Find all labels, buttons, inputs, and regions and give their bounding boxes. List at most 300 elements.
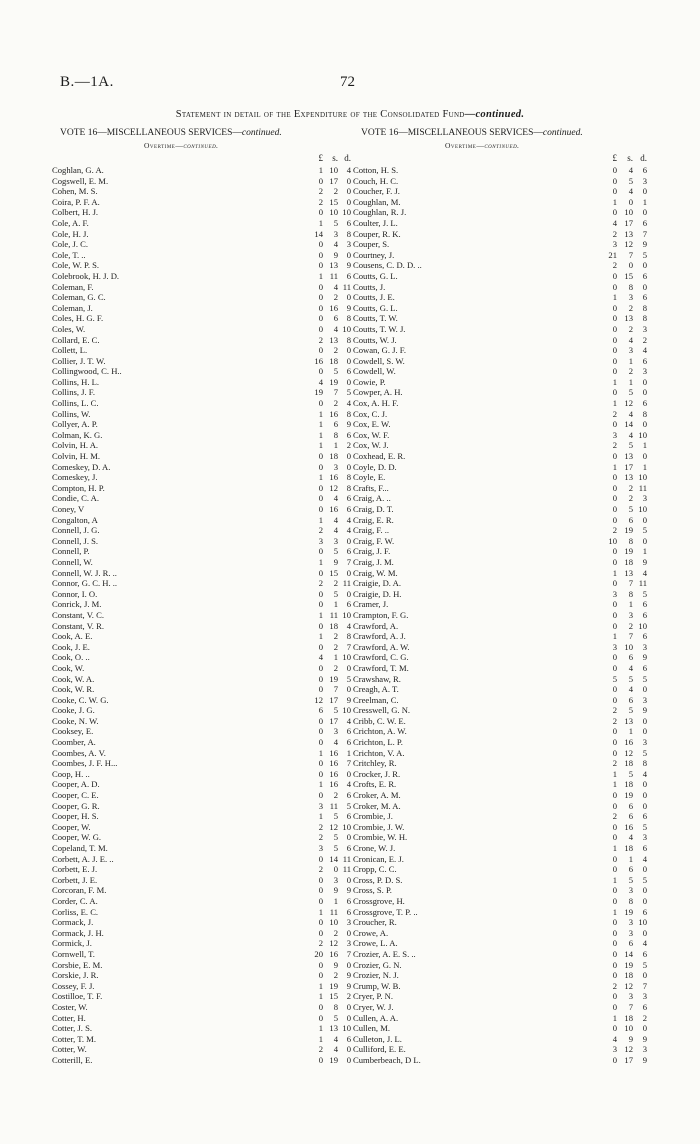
payee-name: Culleton, J. L.: [353, 1033, 402, 1044]
amount-pence: 10: [342, 609, 351, 620]
amount-shillings: 12: [624, 747, 633, 758]
amount-pence: 6: [346, 906, 351, 917]
amount-pounds: 2: [612, 758, 617, 769]
amount-pounds: 0: [612, 864, 617, 875]
amount-pence: 0: [642, 970, 647, 981]
amount-pence: 8: [642, 758, 647, 769]
amount-pounds: 0: [612, 652, 617, 663]
amount-pounds: 0: [318, 292, 323, 303]
payee-name: Crombie, J.: [353, 811, 393, 822]
payee-row: [353, 991, 653, 1002]
payee-row: [353, 811, 653, 822]
payee-name: Coulter, J. L.: [353, 217, 398, 228]
payee-name: Congalton, A: [52, 514, 98, 525]
amount-pence: 1: [642, 461, 647, 472]
payee-row: [52, 875, 352, 886]
amount-pounds: 0: [612, 451, 617, 462]
amount-pence: 8: [346, 313, 351, 324]
payee-name: Cooper, W.: [52, 821, 91, 832]
amount-pounds: 0: [612, 419, 617, 430]
amount-shillings: 4: [628, 429, 633, 440]
payee-row: [52, 398, 352, 409]
amount-shillings: 7: [628, 249, 633, 260]
payee-name: Coira, P. F. A.: [52, 196, 100, 207]
payee-name: Corbett, E. J.: [52, 864, 98, 875]
payee-row: [52, 631, 352, 642]
pounds-header: £: [318, 153, 323, 163]
amount-pounds: 1: [318, 429, 323, 440]
amount-pence: 6: [346, 1033, 351, 1044]
amount-pence: 0: [346, 1044, 351, 1055]
payee-row: [52, 642, 352, 653]
amount-pounds: 5: [612, 673, 617, 684]
amount-shillings: 17: [624, 1054, 633, 1065]
payee-row: [52, 854, 352, 865]
payee-name: Colman, K. G.: [52, 429, 103, 440]
amount-pence: 5: [346, 387, 351, 398]
amount-pounds: 0: [318, 758, 323, 769]
amount-pounds: 0: [612, 1054, 617, 1065]
payee-row: [52, 970, 352, 981]
payee-name: Collyer, A. P.: [52, 419, 98, 430]
amount-pounds: 1: [612, 292, 617, 303]
amount-pence: 11: [638, 482, 647, 493]
amount-pence: 3: [642, 641, 647, 652]
payee-name: Crowe, L. A.: [353, 938, 398, 949]
payee-name: Comeskey, D. A.: [52, 461, 111, 472]
amount-pence: 7: [346, 556, 351, 567]
payee-row: [52, 960, 352, 971]
payee-name: Couper, S.: [353, 239, 390, 250]
amount-pence: 9: [642, 556, 647, 567]
payee-name: Cook, W. A.: [52, 673, 95, 684]
amount-shillings: 7: [333, 684, 338, 695]
amount-pounds: 0: [612, 948, 617, 959]
payee-name: Coucher, F. J.: [353, 186, 400, 197]
payee-row: [353, 705, 653, 716]
amount-pence: 4: [346, 165, 351, 175]
amount-pounds: 0: [318, 546, 323, 557]
amount-shillings: 2: [628, 620, 633, 631]
amount-pounds: 2: [318, 196, 323, 207]
payee-row: [353, 578, 653, 589]
overtime-subheading: [144, 141, 352, 153]
amount-shillings: 16: [624, 737, 633, 748]
payee-name: Crampton, F. G.: [353, 609, 409, 620]
amount-shillings: 18: [624, 779, 633, 790]
amount-pounds: 0: [612, 853, 617, 864]
payee-row: [52, 356, 352, 367]
payee-row: [52, 472, 352, 483]
payee-name: Crocker, J. R.: [353, 768, 401, 779]
amount-shillings: 17: [329, 175, 338, 186]
amount-shillings: 9: [333, 249, 338, 260]
payee-row: [353, 504, 653, 515]
payee-name: Coutts, W. J.: [353, 334, 397, 345]
payee-row: [353, 642, 653, 653]
amount-pounds: 1: [318, 980, 323, 991]
payee-name: Cox, E. W.: [353, 419, 391, 430]
payee-name: Cooke, N. W.: [52, 715, 99, 726]
amount-shillings: 10: [624, 1023, 633, 1034]
payee-row: [52, 907, 352, 918]
payee-name: Cox, C. J.: [353, 408, 388, 419]
amount-pence: 0: [642, 864, 647, 875]
payee-row: [353, 652, 653, 663]
payee-row: [353, 165, 653, 176]
payee-row: [52, 282, 352, 293]
payee-name: Colvin, H. A.: [52, 440, 99, 451]
payee-name: Cowan, G. J. F.: [353, 345, 407, 356]
amount-pounds: 1: [318, 217, 323, 228]
amount-shillings: 13: [624, 715, 633, 726]
amount-shillings: 16: [329, 948, 338, 959]
amount-pence: 6: [346, 270, 351, 281]
payee-row: [52, 1002, 352, 1013]
payee-name: Crombie, J. W.: [353, 821, 405, 832]
payee-name: Coxhead, E. R.: [353, 451, 406, 462]
amount-pounds: 2: [318, 578, 323, 589]
amount-pence: 0: [642, 726, 647, 737]
amount-pence: 5: [642, 249, 647, 260]
amount-pence: 11: [342, 853, 351, 864]
amount-shillings: 1: [333, 440, 338, 451]
amount-pence: 8: [346, 334, 351, 345]
amount-pence: 0: [346, 684, 351, 695]
amount-shillings: 18: [624, 843, 633, 853]
pence-header: d.: [640, 153, 647, 163]
payee-row: [353, 907, 653, 918]
amount-pounds: 0: [318, 504, 323, 514]
amount-pounds: 20: [314, 948, 323, 959]
amount-pounds: 0: [318, 313, 323, 324]
payee-name: Cullen, M.: [353, 1023, 391, 1034]
amount-pence: 6: [642, 843, 647, 853]
payee-row: [353, 801, 653, 812]
payee-row: [52, 229, 352, 240]
amount-shillings: 4: [333, 323, 338, 334]
payee-name: Conrick, J. M.: [52, 599, 102, 610]
amount-shillings: 5: [628, 440, 633, 451]
amount-pounds: 1: [318, 1033, 323, 1044]
amount-pounds: 1: [318, 472, 323, 483]
amount-pence: 5: [642, 525, 647, 536]
payee-row: [353, 419, 653, 430]
payee-row: [353, 462, 653, 473]
amount-pence: 4: [346, 525, 351, 536]
amount-shillings: 4: [628, 408, 633, 419]
payee-row: [52, 705, 352, 716]
payee-row: [52, 493, 352, 504]
amount-shillings: 4: [628, 165, 633, 175]
payee-row: [52, 769, 352, 780]
amount-pounds: 19: [314, 387, 323, 398]
amount-pence: 8: [642, 408, 647, 419]
amount-shillings: 4: [333, 514, 338, 525]
payee-name: Crawford, A. W.: [353, 641, 410, 652]
amount-shillings: 4: [333, 1033, 338, 1044]
payee-name: Cross, P. D. S.: [353, 874, 403, 885]
amount-pence: 1: [642, 546, 647, 557]
payee-name: Corsbie, E. M.: [52, 959, 103, 970]
payee-row: [353, 282, 653, 293]
payee-row: [52, 589, 352, 600]
amount-pence: 0: [642, 186, 647, 197]
amount-pounds: 0: [318, 1001, 323, 1012]
amount-shillings: 0: [333, 864, 338, 875]
amount-pounds: 2: [318, 864, 323, 875]
payee-name: Cook, W. R.: [52, 684, 95, 695]
amount-pence: 0: [346, 186, 351, 197]
amount-pence: 10: [342, 652, 351, 663]
amount-pounds: 1: [318, 906, 323, 917]
payee-row: [353, 483, 653, 494]
amount-shillings: 2: [333, 398, 338, 409]
payee-name: Coughlan, R. J.: [353, 207, 407, 218]
payee-name: Connell, J. G.: [52, 525, 100, 536]
amount-pounds: 6: [318, 705, 323, 716]
amount-shillings: 19: [329, 673, 338, 684]
amount-pence: 5: [642, 821, 647, 832]
amount-shillings: 6: [628, 811, 633, 822]
payee-name: Coleman, F.: [52, 281, 94, 292]
amount-shillings: 15: [329, 567, 338, 578]
amount-pounds: 0: [612, 620, 617, 631]
amount-shillings: 2: [333, 186, 338, 197]
amount-pounds: 12: [314, 694, 323, 705]
amount-shillings: 5: [628, 504, 633, 514]
amount-pence: 0: [642, 895, 647, 906]
payee-name: Cumberbeach, D L.: [353, 1054, 421, 1065]
amount-shillings: 6: [628, 938, 633, 949]
amount-shillings: 9: [333, 556, 338, 567]
payee-row: [52, 832, 352, 843]
amount-shillings: 15: [329, 196, 338, 207]
amount-pence: 0: [642, 207, 647, 218]
payee-row: [52, 621, 352, 632]
payee-row: [353, 366, 653, 377]
amount-shillings: 7: [333, 387, 338, 398]
amount-pence: 6: [346, 726, 351, 737]
payee-name: Crombie, W. H.: [353, 832, 408, 843]
payee-name: Craig, J. M.: [353, 556, 394, 567]
amount-pounds: 0: [612, 334, 617, 345]
amount-shillings: 2: [628, 366, 633, 377]
amount-pence: 0: [346, 959, 351, 970]
payee-row: [52, 949, 352, 960]
payee-name: Cropp, C. C.: [353, 864, 397, 875]
amount-pounds: 0: [318, 662, 323, 673]
amount-pounds: 1: [318, 631, 323, 642]
payee-row: [353, 822, 653, 833]
amount-pounds: 0: [318, 620, 323, 631]
payee-list: [52, 165, 352, 1065]
amount-pounds: 0: [318, 323, 323, 334]
payee-row: [52, 695, 352, 706]
amount-pence: 0: [346, 292, 351, 303]
amount-pence: 6: [642, 609, 647, 620]
amount-pence: 10: [638, 504, 647, 514]
amount-shillings: 16: [329, 504, 338, 514]
amount-pounds: 0: [612, 832, 617, 843]
payee-list: [353, 165, 653, 1065]
amount-shillings: 5: [628, 175, 633, 186]
payee-row: [353, 493, 653, 504]
amount-pounds: 0: [318, 482, 323, 493]
amount-pence: 9: [346, 885, 351, 896]
payee-row: [353, 260, 653, 271]
payee-name: Collins, W.: [52, 408, 91, 419]
payee-name: Cooper, A. D.: [52, 779, 100, 790]
amount-shillings: 4: [628, 334, 633, 345]
amount-shillings: 11: [329, 906, 338, 917]
amount-shillings: 16: [329, 747, 338, 758]
payee-row: [353, 176, 653, 187]
payee-row: [52, 748, 352, 759]
payee-name: Croker, M. A.: [353, 800, 401, 811]
amount-shillings: 12: [624, 980, 633, 991]
amount-pence: 1: [642, 196, 647, 207]
amount-pounds: 0: [318, 260, 323, 271]
payee-name: Cotter, W.: [52, 1044, 87, 1055]
payee-name: Crozier, N. J.: [353, 970, 399, 981]
payee-row: [353, 387, 653, 398]
amount-pence: 3: [346, 938, 351, 949]
payee-name: Coughlan, M.: [353, 196, 401, 207]
payee-row: [52, 515, 352, 526]
payee-row: [353, 684, 653, 695]
currency-units-header: [52, 153, 352, 165]
amount-shillings: 5: [628, 768, 633, 779]
payee-row: [353, 716, 653, 727]
payee-row: [353, 695, 653, 706]
amount-pounds: 2: [318, 821, 323, 832]
amount-shillings: 1: [628, 376, 633, 387]
amount-pence: 10: [342, 1023, 351, 1034]
amount-shillings: 6: [628, 864, 633, 875]
amount-shillings: 12: [329, 482, 338, 493]
document-reference: B.—1A.: [60, 74, 114, 90]
payee-name: Colvin, H. M.: [52, 451, 100, 462]
amount-pounds: 3: [318, 535, 323, 546]
amount-pounds: 1: [318, 609, 323, 620]
amount-shillings: 5: [628, 874, 633, 885]
payee-row: [52, 896, 352, 907]
payee-row: [353, 292, 653, 303]
amount-shillings: 6: [628, 800, 633, 811]
amount-pence: 9: [642, 239, 647, 250]
amount-shillings: 19: [329, 376, 338, 387]
amount-shillings: 2: [333, 578, 338, 589]
amount-shillings: 16: [329, 758, 338, 769]
amount-pounds: 2: [612, 715, 617, 726]
payee-name: Crawford, A.: [353, 620, 399, 631]
payee-row: [52, 271, 352, 282]
amount-pounds: 0: [318, 885, 323, 896]
page-number: 72: [340, 74, 355, 90]
amount-pounds: 0: [612, 790, 617, 801]
amount-pounds: 0: [612, 959, 617, 970]
amount-pence: 4: [346, 398, 351, 409]
payee-row: [353, 737, 653, 748]
amount-shillings: 9: [333, 885, 338, 896]
amount-shillings: 4: [333, 525, 338, 536]
payee-row: [353, 345, 653, 356]
amount-pounds: 2: [612, 525, 617, 536]
payee-name: Coop, H. ..: [52, 768, 90, 779]
amount-shillings: 10: [329, 165, 338, 175]
amount-pounds: 1: [318, 514, 323, 525]
payee-row: [52, 536, 352, 547]
amount-pounds: 0: [318, 768, 323, 779]
payee-name: Courtney, J.: [353, 249, 395, 260]
amount-pence: 0: [642, 260, 647, 271]
amount-pence: 8: [346, 228, 351, 239]
amount-pounds: 1: [612, 768, 617, 779]
amount-shillings: 5: [333, 811, 338, 822]
amount-shillings: 12: [329, 821, 338, 832]
amount-pence: 0: [346, 196, 351, 207]
payee-row: [52, 186, 352, 197]
amount-pounds: 2: [612, 811, 617, 822]
amount-pence: 0: [642, 281, 647, 292]
amount-pounds: 1: [318, 556, 323, 567]
payee-name: Cooper, H. S.: [52, 811, 99, 822]
payee-name: Cousens, C. D. D. ..: [353, 260, 422, 271]
amount-pence: 7: [642, 228, 647, 239]
statement-title-main: Statement in detail of the Expenditure of the Consolidated Fund: [175, 109, 465, 120]
amount-shillings: 2: [628, 493, 633, 504]
amount-shillings: 16: [329, 472, 338, 483]
amount-shillings: 3: [628, 917, 633, 928]
amount-pounds: 0: [318, 1012, 323, 1023]
amount-shillings: 4: [628, 684, 633, 695]
amount-pounds: 0: [318, 641, 323, 652]
amount-shillings: 1: [333, 895, 338, 906]
payee-name: Coutts, T. W. J.: [353, 323, 406, 334]
payee-name: Coombes, A. V.: [52, 747, 106, 758]
amount-pounds: 0: [612, 1001, 617, 1012]
overtime-subheading-continued: continued.: [484, 141, 520, 150]
payee-name: Cook, W.: [52, 662, 85, 673]
amount-shillings: 5: [333, 217, 338, 228]
payee-row: [52, 409, 352, 420]
amount-pence: 4: [642, 567, 647, 578]
amount-shillings: 2: [628, 482, 633, 493]
amount-pence: 0: [642, 514, 647, 525]
payee-row: [52, 546, 352, 557]
payee-name: Cooksey, E.: [52, 726, 94, 737]
payee-name: Culliford, E. E.: [353, 1044, 406, 1055]
payee-row: [353, 409, 653, 420]
amount-pence: 3: [642, 1044, 647, 1055]
amount-pence: 5: [642, 747, 647, 758]
amount-pence: 9: [346, 970, 351, 981]
payee-row: [353, 832, 653, 843]
payee-name: Cossey, F. J.: [52, 980, 95, 991]
payee-row: [353, 938, 653, 949]
amount-pounds: 0: [318, 673, 323, 684]
amount-pounds: 3: [318, 843, 323, 853]
amount-shillings: 19: [624, 525, 633, 536]
amount-shillings: 10: [624, 641, 633, 652]
currency-units-header: [353, 153, 653, 165]
payee-row: [353, 451, 653, 462]
amount-shillings: 15: [329, 991, 338, 1002]
amount-shillings: 13: [624, 313, 633, 324]
amount-shillings: 6: [333, 419, 338, 430]
payee-name: Crawford, C. G.: [353, 652, 409, 663]
